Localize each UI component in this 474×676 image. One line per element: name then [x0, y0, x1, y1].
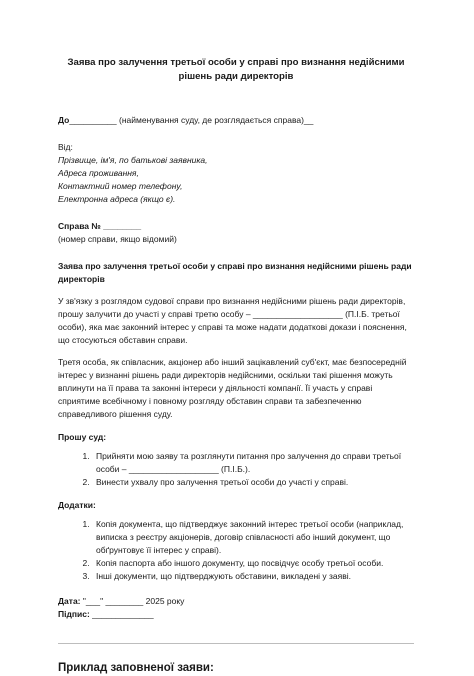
list-item: 1. Прийняти мою заяву та розглянути питання про залучення до справи третьої особи – ___________________ (П.І.Б.). [92, 450, 414, 476]
attachments-list [58, 518, 414, 583]
applicant-email-line: Електронна адреса (якщо є). [58, 194, 176, 204]
applicant-address-line: Адреса проживання, [58, 168, 139, 178]
signature-label: Підпис: [58, 608, 90, 619]
applicant-name-line: Прізвище, ім'я, по батькові заявника, [58, 155, 208, 165]
attachments-heading: Додатки: [58, 499, 96, 510]
body-paragraph-1: У зв'язку з розглядом судової справи про визнання недійсними рішень ради директорів, прошу залучити до участі у справі третю особу – ___________________ (П.І.Б. третьої особи), яка має законний інтерес у справі та може надати додаткові докази і пояснення, що стосуються обставин справи. [58, 295, 407, 345]
case-number-blank: ________ [100, 221, 142, 231]
example-heading: Приклад заповненої заяви: [58, 661, 214, 674]
case-label: Справа № [58, 221, 101, 231]
from-label: Від: [58, 142, 73, 152]
court-placeholder: __________ (найменування суду, де розглядається справа)__ [69, 115, 314, 125]
case-number-line [58, 220, 414, 233]
applicant-phone-line: Контактний номер телефону, [58, 181, 183, 191]
signature-line [58, 608, 414, 621]
list-item: 1. Копія документа, що підтверджує законний інтерес третьої особи (наприклад, виписка з реєстру акціонерів, договір співласності або інший документ, що обґрунтовує її інтерес у справі). [92, 518, 414, 557]
subject-heading: Заява про залучення третьої особи у справі про визнання недійсними рішень ради директорів [58, 261, 412, 284]
request-list [58, 450, 414, 489]
date-line [58, 595, 414, 608]
request-heading: Прошу суд: [58, 431, 107, 442]
document-title: Заява про залучення третьої особи у справі про визнання недійсними рішень ради директорів [67, 57, 405, 82]
case-note: (номер справи, якщо відомий) [58, 234, 177, 244]
body-paragraph-2: Третя особа, як співласник, акціонер або інший зацікавлений суб'єкт, має безпосередній інтерес у визнанні рішень ради директорів недійсними, оскільки такі рішення можуть вплинути на її права та законні інтереси у діяльності компанії. Її участь у справі сприятиме всебічному і повному розгляду обставин справи та забезпеченню справедливого рішення суду. [58, 356, 407, 419]
to-label: До [58, 115, 70, 125]
date-label: Дата: [58, 595, 81, 606]
case-block [58, 220, 414, 246]
divider [58, 643, 414, 644]
signature-value: _____________ [89, 608, 154, 619]
list-item: 2. Копія паспорта або іншого документу, що посвідчує особу третьої особи. [92, 557, 414, 570]
signature-block [58, 595, 414, 621]
date-value: "___" ________ 2025 року [80, 595, 185, 606]
list-item: 2. Винести ухвалу про залучення третьої особи до участі у справі. [92, 476, 414, 489]
applicant-block [58, 141, 414, 206]
list-item: 3. Інші документи, що підтверджують обставини, викладені у заяві. [92, 570, 414, 583]
court-line [58, 114, 414, 127]
